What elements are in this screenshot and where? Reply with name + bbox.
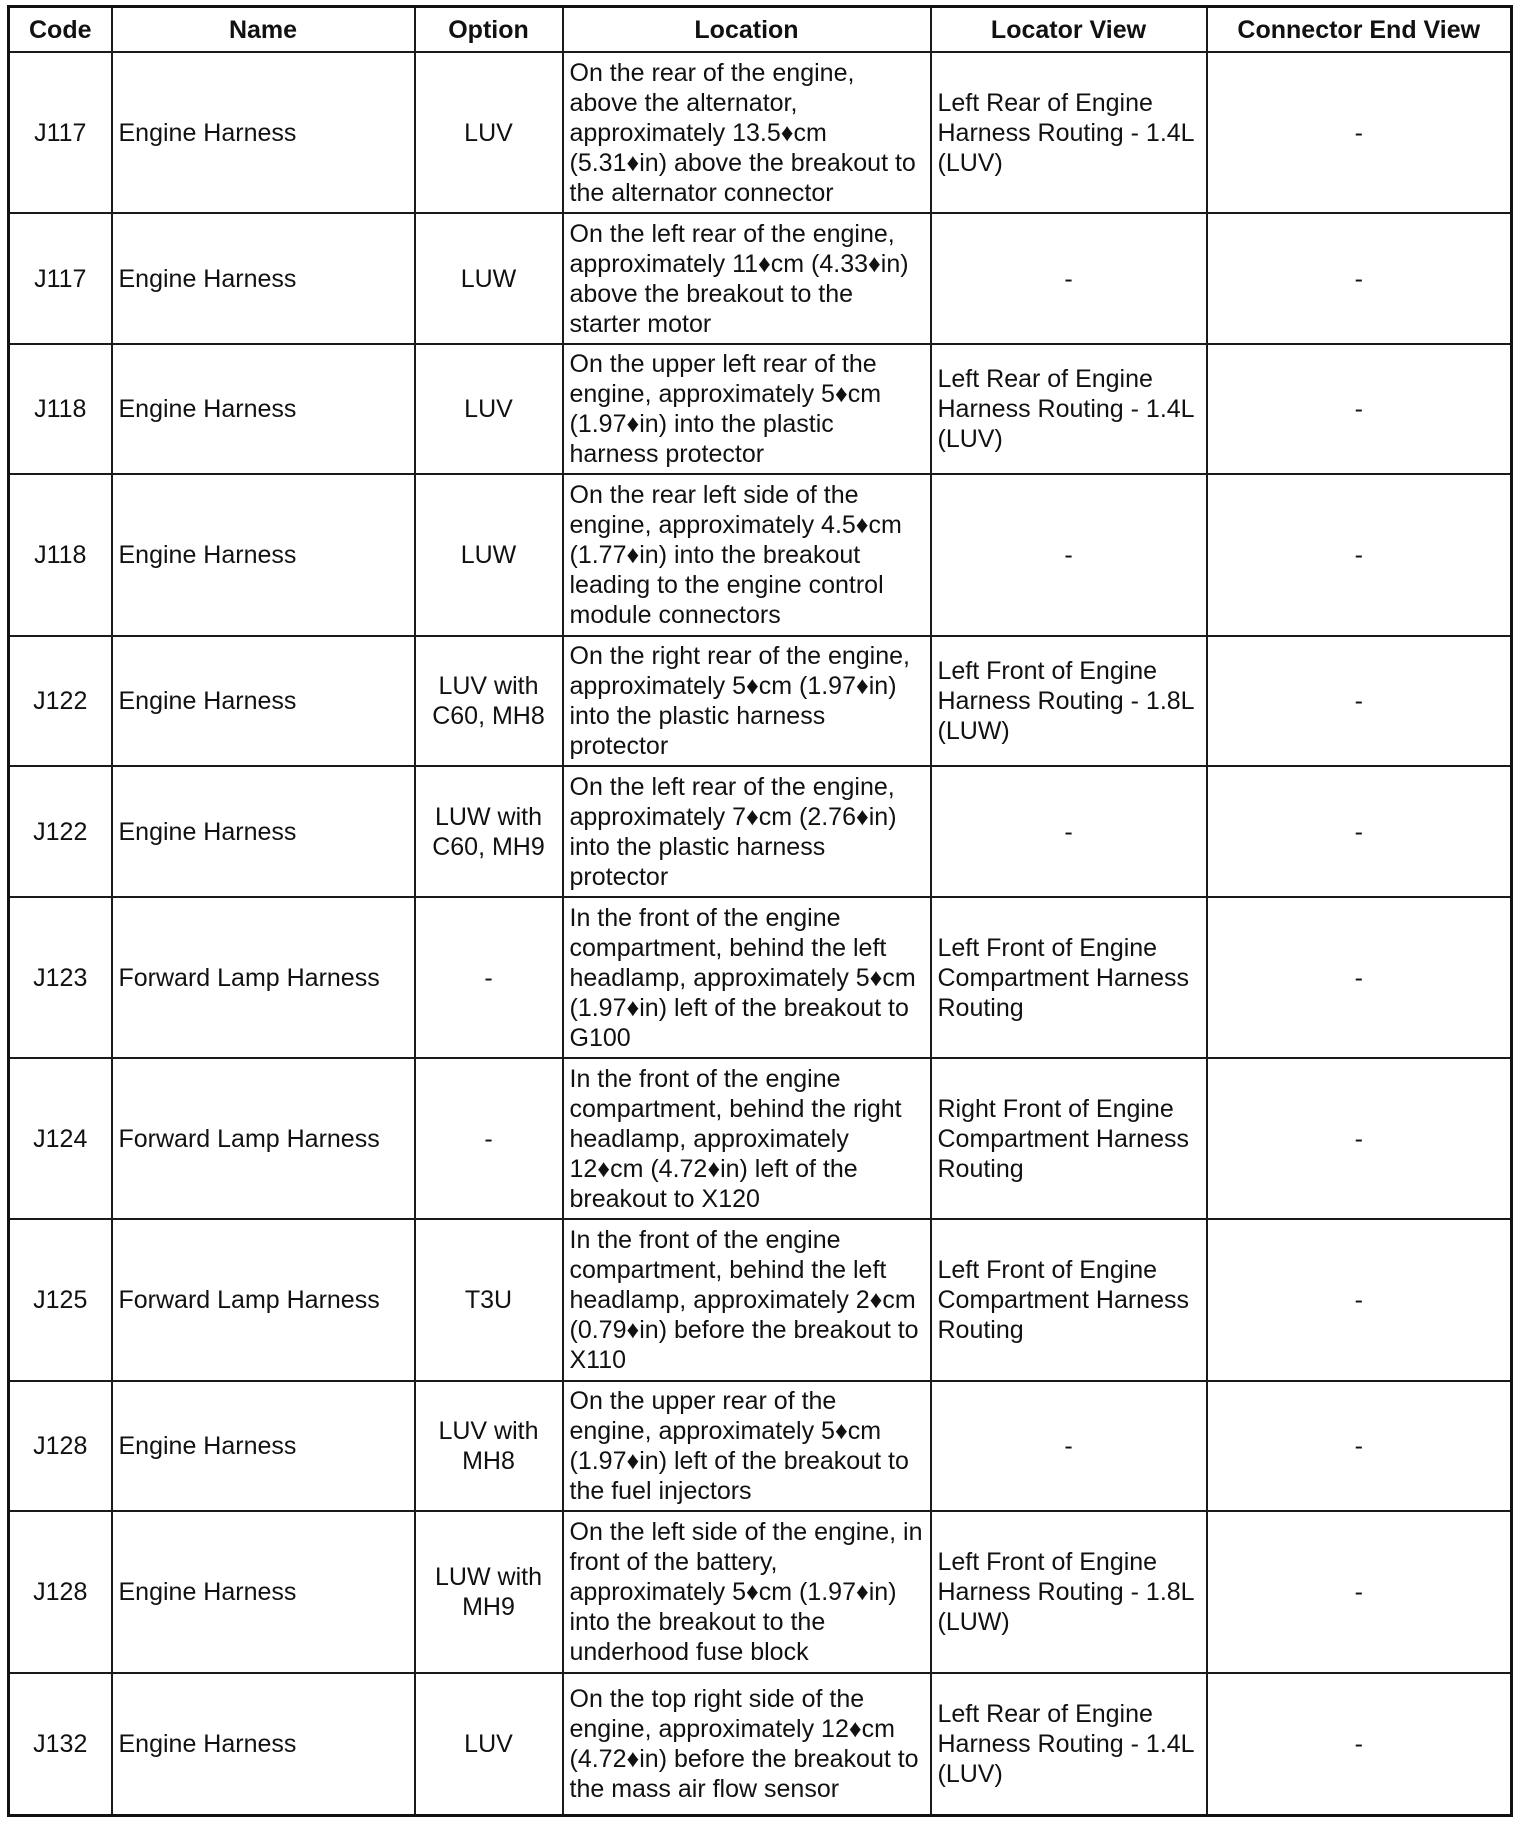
header-row: [9, 7, 1512, 53]
cell-code: J128: [9, 1511, 112, 1672]
table-row: [9, 213, 1512, 344]
cell-option: LUV: [415, 344, 563, 475]
cell-connector-end-view: -: [1207, 1673, 1512, 1816]
cell-connector-end-view: -: [1207, 1058, 1512, 1219]
cell-option: LUW with MH9: [415, 1511, 563, 1672]
cell-locator-view: Left Front of Engine Compartment Harness Routing: [931, 897, 1207, 1058]
cell-name: Forward Lamp Harness: [112, 897, 415, 1058]
cell-code: J118: [9, 474, 112, 635]
cell-connector-end-view: -: [1207, 1381, 1512, 1512]
cell-connector-end-view: -: [1207, 636, 1512, 767]
cell-location: In the front of the engine compartment, behind the left headlamp, approximately 2♦cm (0.79♦in) before the breakout to X110: [563, 1219, 931, 1380]
cell-code: J124: [9, 1058, 112, 1219]
cell-connector-end-view: -: [1207, 766, 1512, 897]
cell-locator-view: Left Rear of Engine Harness Routing - 1.4L (LUV): [931, 344, 1207, 475]
cell-location: On the left rear of the engine, approximately 7♦cm (2.76♦in) into the plastic harness protector: [563, 766, 931, 897]
cell-connector-end-view: -: [1207, 52, 1512, 213]
cell-code: J132: [9, 1673, 112, 1816]
column-header-option: Option: [415, 7, 563, 53]
table-body: [9, 52, 1512, 1816]
cell-name: Forward Lamp Harness: [112, 1219, 415, 1380]
cell-option: LUV: [415, 1673, 563, 1816]
cell-location: On the right rear of the engine, approximately 5♦cm (1.97♦in) into the plastic harness protector: [563, 636, 931, 767]
cell-option: LUV with C60, MH8: [415, 636, 563, 767]
cell-name: Engine Harness: [112, 344, 415, 475]
cell-locator-view: Left Front of Engine Harness Routing - 1.8L (LUW): [931, 636, 1207, 767]
cell-location: On the upper left rear of the engine, approximately 5♦cm (1.97♦in) into the plastic harness protector: [563, 344, 931, 475]
cell-connector-end-view: -: [1207, 213, 1512, 344]
cell-option: LUV with MH8: [415, 1381, 563, 1512]
cell-code: J117: [9, 52, 112, 213]
cell-locator-view: Left Rear of Engine Harness Routing - 1.4L (LUV): [931, 52, 1207, 213]
cell-name: Engine Harness: [112, 1673, 415, 1816]
cell-connector-end-view: -: [1207, 344, 1512, 475]
cell-option: T3U: [415, 1219, 563, 1380]
cell-location: On the upper rear of the engine, approximately 5♦cm (1.97♦in) left of the breakout to the fuel injectors: [563, 1381, 931, 1512]
column-header-location: Location: [563, 7, 931, 53]
column-header-locator-view: Locator View: [931, 7, 1207, 53]
cell-locator-view: Left Front of Engine Harness Routing - 1.8L (LUW): [931, 1511, 1207, 1672]
cell-connector-end-view: -: [1207, 474, 1512, 635]
cell-option: -: [415, 897, 563, 1058]
column-header-code: Code: [9, 7, 112, 53]
cell-code: J125: [9, 1219, 112, 1380]
cell-name: Engine Harness: [112, 213, 415, 344]
table-row: [9, 474, 1512, 635]
cell-location: In the front of the engine compartment, behind the left headlamp, approximately 5♦cm (1.97♦in) left of the breakout to G100: [563, 897, 931, 1058]
cell-name: Engine Harness: [112, 1511, 415, 1672]
cell-location: On the top right side of the engine, approximately 12♦cm (4.72♦in) before the breakout to the mass air flow sensor: [563, 1673, 931, 1816]
cell-location: On the left side of the engine, in front of the battery, approximately 5♦cm (1.97♦in) into the breakout to the underhood fuse block: [563, 1511, 931, 1672]
cell-connector-end-view: -: [1207, 897, 1512, 1058]
table-row: [9, 1219, 1512, 1380]
cell-name: Engine Harness: [112, 1381, 415, 1512]
cell-locator-view: -: [931, 474, 1207, 635]
cell-locator-view: Right Front of Engine Compartment Harness Routing: [931, 1058, 1207, 1219]
cell-name: Engine Harness: [112, 636, 415, 767]
cell-code: J122: [9, 766, 112, 897]
cell-option: LUW: [415, 474, 563, 635]
cell-option: LUW: [415, 213, 563, 344]
cell-code: J122: [9, 636, 112, 767]
cell-name: Engine Harness: [112, 474, 415, 635]
table-row: [9, 766, 1512, 897]
cell-location: On the rear of the engine, above the alternator, approximately 13.5♦cm (5.31♦in) above the breakout to the alternator connector: [563, 52, 931, 213]
cell-locator-view: -: [931, 766, 1207, 897]
cell-locator-view: -: [931, 213, 1207, 344]
cell-locator-view: -: [931, 1381, 1207, 1512]
cell-option: LUW with C60, MH9: [415, 766, 563, 897]
table-row: [9, 52, 1512, 213]
cell-connector-end-view: -: [1207, 1219, 1512, 1380]
cell-name: Engine Harness: [112, 766, 415, 897]
table-row: [9, 344, 1512, 475]
column-header-connector-end-view: Connector End View: [1207, 7, 1512, 53]
cell-code: J123: [9, 897, 112, 1058]
connector-table: [7, 5, 1513, 1817]
cell-name: Forward Lamp Harness: [112, 1058, 415, 1219]
cell-name: Engine Harness: [112, 52, 415, 213]
table-row: [9, 1381, 1512, 1512]
cell-option: LUV: [415, 52, 563, 213]
table-row: [9, 897, 1512, 1058]
cell-location: On the rear left side of the engine, approximately 4.5♦cm (1.77♦in) into the breakout leading to the engine control module connectors: [563, 474, 931, 635]
table-row: [9, 1511, 1512, 1672]
cell-option: -: [415, 1058, 563, 1219]
cell-connector-end-view: -: [1207, 1511, 1512, 1672]
column-header-name: Name: [112, 7, 415, 53]
cell-locator-view: Left Rear of Engine Harness Routing - 1.4L (LUV): [931, 1673, 1207, 1816]
table-row: [9, 1058, 1512, 1219]
cell-code: J128: [9, 1381, 112, 1512]
cell-location: In the front of the engine compartment, behind the right headlamp, approximately 12♦cm (4.72♦in) left of the breakout to X120: [563, 1058, 931, 1219]
table-row: [9, 1673, 1512, 1816]
cell-code: J117: [9, 213, 112, 344]
cell-location: On the left rear of the engine, approximately 11♦cm (4.33♦in) above the breakout to the starter motor: [563, 213, 931, 344]
cell-code: J118: [9, 344, 112, 475]
cell-locator-view: Left Front of Engine Compartment Harness Routing: [931, 1219, 1207, 1380]
table-row: [9, 636, 1512, 767]
